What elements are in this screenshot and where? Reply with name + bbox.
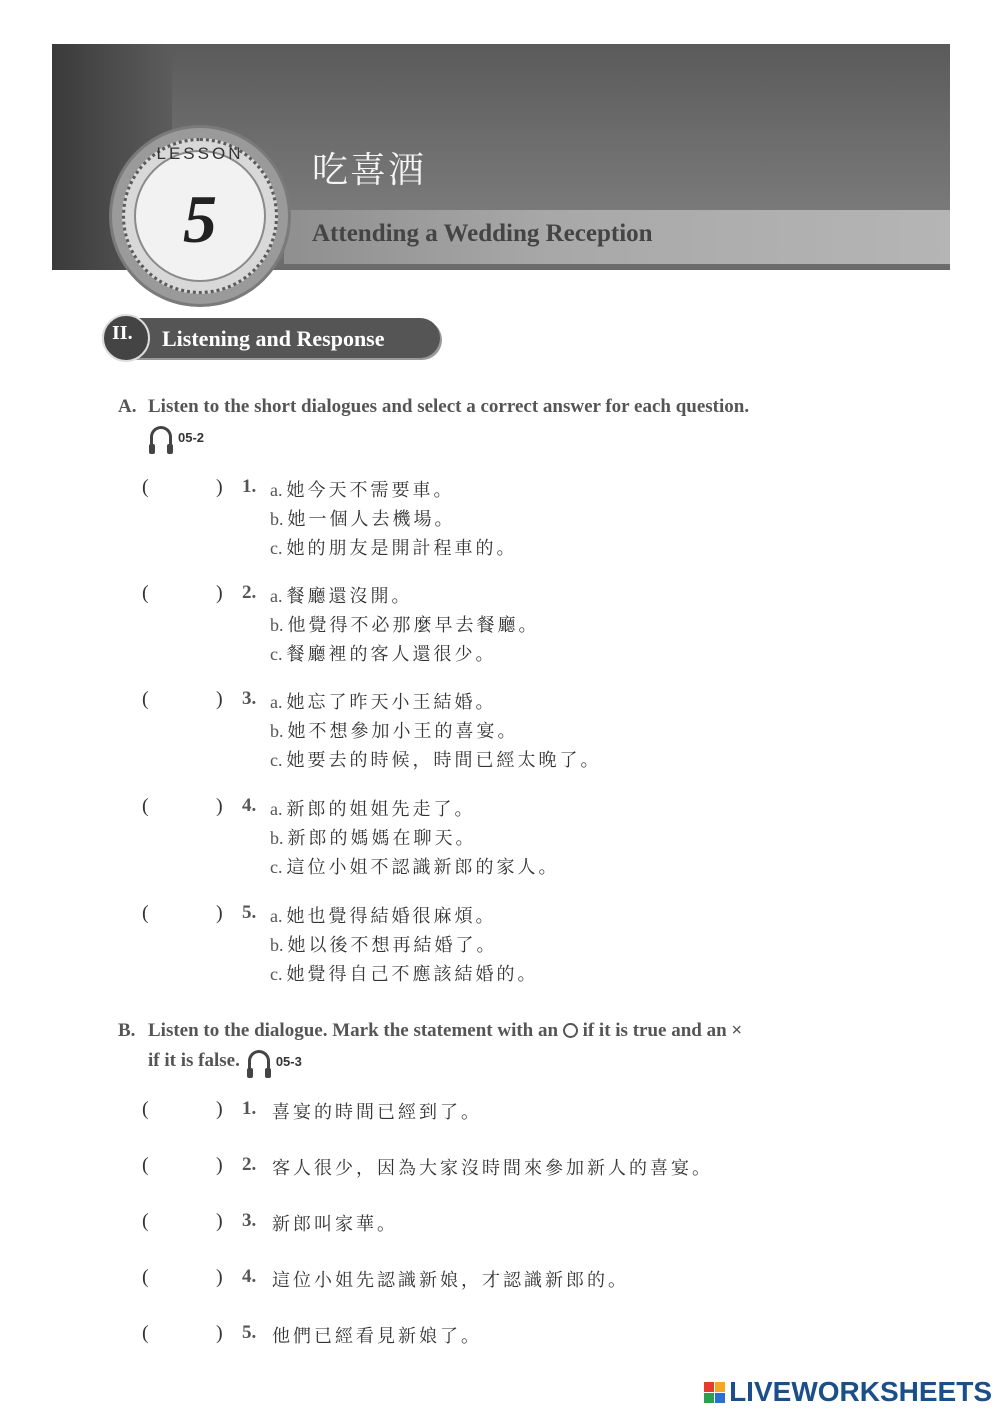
logo-square-blue — [715, 1393, 725, 1403]
option-letter: a. — [270, 586, 283, 606]
option-letter: c. — [270, 538, 283, 558]
answer-blank[interactable] — [156, 582, 212, 608]
question-number: 4. — [242, 795, 257, 816]
statement-row — [0, 1266, 1000, 1296]
option-text: 她以後不想再結婚了。 — [287, 935, 498, 956]
answer-paren-open: ( — [142, 476, 149, 498]
statement-row — [0, 1098, 1000, 1128]
answer-paren-open: ( — [142, 582, 149, 604]
answer-option — [270, 824, 477, 850]
statement-row — [0, 1322, 1000, 1352]
part-b-instruction-line1 — [148, 1020, 742, 1042]
answer-blank[interactable] — [156, 688, 212, 714]
answer-option — [270, 795, 476, 821]
question-number: 1. — [242, 476, 257, 497]
answer-option — [270, 611, 540, 637]
answer-blank[interactable] — [156, 902, 212, 928]
answer-paren-open: ( — [142, 902, 149, 924]
answer-option — [270, 746, 602, 772]
answer-paren-open: ( — [142, 1210, 149, 1232]
question-row — [0, 688, 1000, 778]
statement-row — [0, 1210, 1000, 1240]
answer-option — [270, 931, 498, 957]
option-text: 她忘了昨天小王結婚。 — [286, 692, 497, 713]
option-text: 這位小姐不認識新郎的家人。 — [286, 857, 560, 878]
logo-square-orange — [715, 1382, 725, 1392]
option-text: 新郎的姐姐先走了。 — [286, 799, 476, 820]
option-letter: c. — [270, 750, 283, 770]
answer-blank[interactable] — [156, 1098, 212, 1124]
answer-paren-close: ) — [216, 1266, 223, 1288]
statement-number: 3. — [242, 1210, 257, 1231]
answer-paren-close: ) — [216, 1210, 223, 1232]
brand-name: LIVEWORKSHEETS — [729, 1376, 992, 1407]
answer-paren-close: ) — [216, 902, 223, 924]
lesson-title-chinese: 吃喜酒 — [312, 150, 427, 191]
part-b-instruction-true-false: if it is true and an × — [582, 1020, 743, 1041]
statement-number: 1. — [242, 1098, 257, 1119]
logo-square-green — [704, 1393, 714, 1403]
statement-text: 他們已經看見新娘了。 — [272, 1326, 482, 1347]
option-letter: a. — [270, 692, 283, 712]
option-letter: b. — [270, 721, 284, 741]
answer-paren-close: ) — [216, 795, 223, 817]
question-row — [0, 582, 1000, 672]
answer-blank[interactable] — [156, 1154, 212, 1180]
answer-option — [270, 640, 497, 666]
option-text: 他覺得不必那麼早去餐廳。 — [287, 615, 540, 636]
option-text: 她一個人去機場。 — [287, 509, 456, 530]
answer-option — [270, 534, 518, 560]
part-b-instruction-line2 — [148, 1050, 302, 1072]
question-row — [0, 902, 1000, 992]
part-b-letter: B. — [118, 1020, 136, 1041]
question-row — [0, 795, 1000, 885]
statement-text: 客人很少，因為大家沒時間來參加新人的喜宴。 — [272, 1158, 713, 1179]
option-text: 她不想參加小王的喜宴。 — [287, 721, 519, 742]
answer-paren-close: ) — [216, 582, 223, 604]
statement-row — [0, 1154, 1000, 1184]
audio-track-label: 05-3 — [275, 1053, 302, 1069]
logo-grid-icon — [704, 1382, 725, 1403]
section-title: Listening and Response — [162, 326, 385, 351]
headphone-icon — [248, 1050, 270, 1072]
option-text: 餐廳裡的客人還很少。 — [286, 644, 497, 665]
option-text: 她也覺得結婚很麻煩。 — [286, 906, 497, 927]
answer-blank[interactable] — [156, 795, 212, 821]
statement-number: 5. — [242, 1322, 257, 1343]
answer-paren-close: ) — [216, 1098, 223, 1120]
answer-paren-close: ) — [216, 476, 223, 498]
answer-paren-close: ) — [216, 1154, 223, 1176]
answer-blank[interactable] — [156, 1210, 212, 1236]
answer-option — [270, 902, 497, 928]
option-letter: a. — [270, 480, 283, 500]
part-a-audio[interactable] — [150, 426, 204, 448]
answer-paren-open: ( — [142, 1322, 149, 1344]
answer-blank[interactable] — [156, 476, 212, 502]
option-letter: b. — [270, 509, 284, 529]
answer-option — [270, 476, 455, 502]
part-b-instruction-text: Listen to the dialogue. Mark the statement with an — [148, 1020, 559, 1041]
answer-paren-open: ( — [142, 688, 149, 710]
statement-text: 喜宴的時間已經到了。 — [272, 1102, 482, 1123]
option-letter: a. — [270, 906, 283, 926]
answer-option — [270, 717, 519, 743]
section-number: II. — [112, 322, 133, 344]
option-text: 她今天不需要車。 — [286, 480, 455, 501]
answer-option — [270, 582, 413, 608]
part-a-letter: A. — [118, 396, 137, 417]
option-letter: c. — [270, 964, 283, 984]
circle-icon — [563, 1023, 578, 1038]
answer-paren-open: ( — [142, 1154, 149, 1176]
option-letter: b. — [270, 828, 284, 848]
question-row — [0, 476, 1000, 566]
audio-track-label: 05-2 — [178, 429, 205, 445]
option-letter: b. — [270, 615, 284, 635]
lesson-label: LESSON — [156, 144, 244, 163]
answer-option — [270, 853, 560, 879]
question-number: 3. — [242, 688, 257, 709]
option-text: 她覺得自己不應該結婚的。 — [286, 964, 539, 985]
lesson-number: 5 — [183, 181, 217, 257]
statement-text: 這位小姐先認識新娘，才認識新郎的。 — [272, 1270, 629, 1291]
option-letter: c. — [270, 857, 283, 877]
answer-option — [270, 688, 497, 714]
option-text: 她要去的時候，時間已經太晚了。 — [286, 750, 602, 771]
answer-paren-open: ( — [142, 1098, 149, 1120]
part-b-instruction-false: if it is false. — [148, 1050, 240, 1071]
option-text: 餐廳還沒開。 — [286, 586, 413, 607]
logo-square-red — [704, 1382, 714, 1392]
part-a-instruction: Listen to the short dialogues and select a correct answer for each question. — [148, 396, 750, 417]
statement-number: 2. — [242, 1154, 257, 1175]
question-number: 2. — [242, 582, 257, 603]
option-letter: b. — [270, 935, 284, 955]
option-letter: a. — [270, 799, 283, 819]
answer-paren-close: ) — [216, 688, 223, 710]
answer-option — [270, 505, 456, 531]
lesson-badge — [112, 128, 288, 304]
lesson-title-english: Attending a Wedding Reception — [312, 220, 653, 247]
part-b-audio[interactable] — [248, 1050, 302, 1072]
statement-text: 新郎叫家華。 — [272, 1214, 398, 1235]
statement-number: 4. — [242, 1266, 257, 1287]
option-letter: c. — [270, 644, 283, 664]
answer-paren-open: ( — [142, 795, 149, 817]
headphone-icon — [150, 426, 172, 448]
answer-option — [270, 960, 539, 986]
answer-paren-close: ) — [216, 1322, 223, 1344]
answer-paren-open: ( — [142, 1266, 149, 1288]
question-number: 5. — [242, 902, 257, 923]
answer-blank[interactable] — [156, 1322, 212, 1348]
answer-blank[interactable] — [156, 1266, 212, 1292]
option-text: 她的朋友是開計程車的。 — [286, 538, 518, 559]
option-text: 新郎的媽媽在聊天。 — [287, 828, 477, 849]
liveworksheets-logo — [704, 1376, 992, 1408]
